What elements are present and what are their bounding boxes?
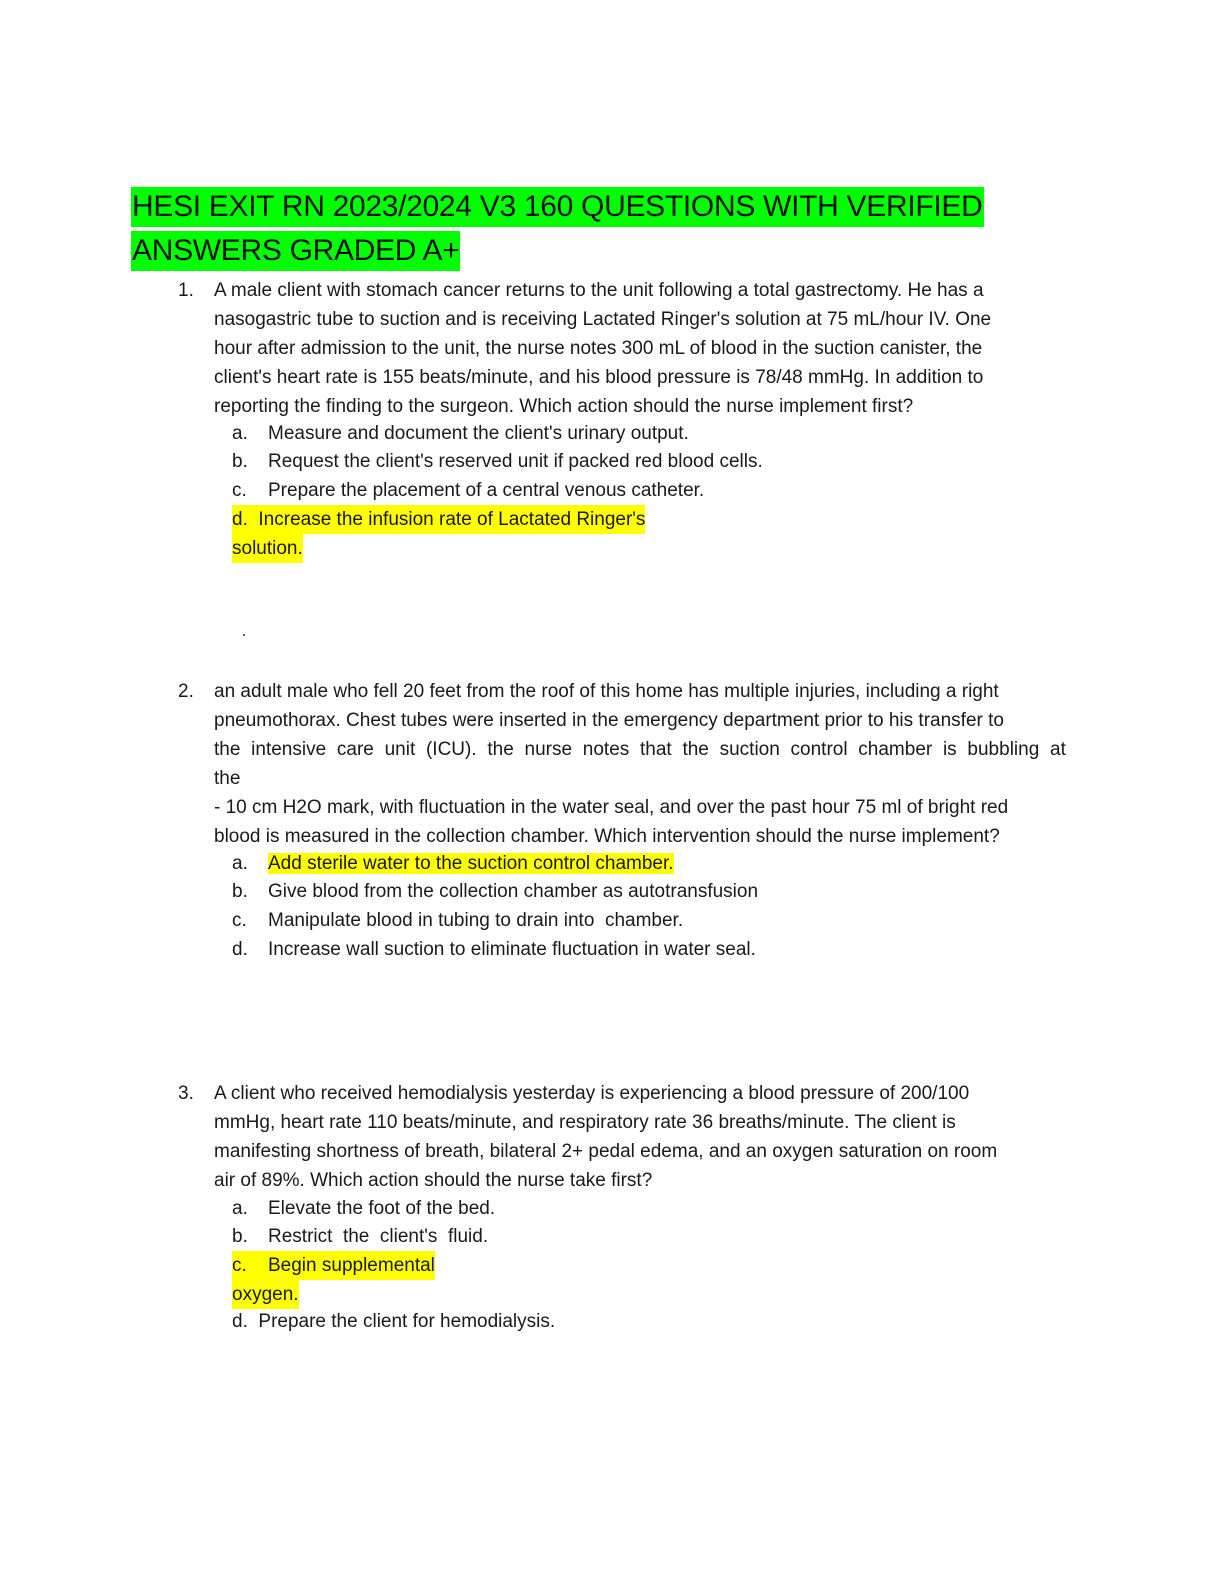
stem-word: chamber <box>858 739 933 760</box>
option-letter: b. <box>232 1226 248 1247</box>
option-text: Give blood from the collection chamber as autotransfusion <box>268 881 759 902</box>
question-stem-line: an adult male who fell 20 feet from the roof of this home has multiple injuries, including a right <box>214 681 999 702</box>
answer-letter: c. <box>232 1255 247 1276</box>
answer-line: solution. <box>232 534 303 563</box>
question-1-stem <box>214 276 1074 421</box>
stem-word: care <box>336 739 374 760</box>
option-letter: c. <box>232 910 247 931</box>
stem-word: the <box>682 739 709 760</box>
option-text: Prepare the placement of a central venous catheter. <box>268 480 705 501</box>
option-text-correct: Add sterile water to the suction control chamber. <box>268 853 674 874</box>
answer-text: Begin supplemental <box>268 1255 435 1276</box>
stem-word: that <box>640 739 672 760</box>
stray-dot <box>243 634 245 636</box>
question-1-correct-answer <box>232 505 645 563</box>
answer-line <box>232 1251 435 1280</box>
question-2-option-c <box>232 906 683 935</box>
stem-word: is <box>942 739 957 760</box>
question-stem-line: air of 89%. Which action should the nurse take first? <box>214 1170 653 1191</box>
option-text: Request the client's reserved unit if packed red blood cells. <box>268 451 763 472</box>
option-text: Measure and document the client's urinary output. <box>268 423 689 444</box>
document-title-line-2: ANSWERS GRADED A+ <box>131 231 460 271</box>
option-text: Increase wall suction to eliminate fluctuation in water seal. <box>268 939 756 960</box>
option-letter: d. <box>232 939 248 960</box>
question-3-option-a <box>232 1194 495 1223</box>
question-stem-line: A male client with stomach cancer returns to the unit following a total gastrectomy. He has a <box>214 280 984 301</box>
question-1-option-a <box>232 419 689 448</box>
question-3-stem <box>214 1079 1074 1195</box>
option-text: Elevate the foot of the bed. <box>268 1198 496 1219</box>
option-letter: b. <box>232 451 248 472</box>
stem-word: notes <box>582 739 630 760</box>
question-2-option-a <box>232 849 674 878</box>
question-3-number: 3. <box>178 1083 194 1104</box>
stem-word: (ICU). <box>425 739 477 760</box>
question-stem-line: nasogastric tube to suction and is receiving Lactated Ringer's solution at 75 mL/hour IV. One <box>214 309 992 330</box>
answer-line: oxygen. <box>232 1280 299 1309</box>
question-1-option-c <box>232 476 704 505</box>
option-letter: b. <box>232 881 248 902</box>
option-letter: a. <box>232 1198 248 1219</box>
option-letter: a. <box>232 853 248 874</box>
stem-word: the <box>487 739 514 760</box>
question-stem-line: reporting the finding to the surgeon. Which action should the nurse implement first? <box>214 396 914 417</box>
question-2-stem <box>214 677 1066 851</box>
stem-word: suction <box>719 739 780 760</box>
question-2-number: 2. <box>178 681 194 702</box>
stem-word: bubbling <box>967 739 1040 760</box>
question-3-option-b <box>232 1222 488 1251</box>
question-stem-line: client's heart rate is 155 beats/minute, and his blood pressure is 78/48 mmHg. In addition to <box>214 367 984 388</box>
question-stem-line: A client who received hemodialysis yesterday is experiencing a blood pressure of 200/100 <box>214 1083 970 1104</box>
option-letter: a. <box>232 423 248 444</box>
option-text: Manipulate blood in tubing to drain into chamber. <box>268 910 684 931</box>
stem-word: unit <box>384 739 416 760</box>
question-2-option-d <box>232 935 756 964</box>
stem-word: at <box>1050 739 1066 760</box>
question-stem-line: pneumothorax. Chest tubes were inserted in the emergency department prior to his transfer to <box>214 710 1004 731</box>
stem-word: the <box>214 739 241 760</box>
question-1-option-b <box>232 447 763 476</box>
stem-word: control <box>790 739 848 760</box>
document-title-line-1: HESI EXIT RN 2023/2024 V3 160 QUESTIONS WITH VERIFIED <box>131 187 984 227</box>
question-3-correct-answer <box>232 1251 435 1309</box>
question-stem-line: the <box>214 768 241 789</box>
question-stem-line: - 10 cm H2O mark, with fluctuation in the water seal, and over the past hour 75 ml of bright red <box>214 797 1009 818</box>
stem-word: intensive <box>251 739 327 760</box>
option-letter: c. <box>232 480 247 501</box>
question-3-option-d: d. Prepare the client for hemodialysis. <box>232 1311 556 1332</box>
answer-line: d. Increase the infusion rate of Lactated Ringer's <box>232 505 645 534</box>
question-stem-line: blood is measured in the collection chamber. Which intervention should the nurse implement? <box>214 826 1000 847</box>
question-stem-line-justified <box>214 735 1066 764</box>
question-2-option-b <box>232 877 758 906</box>
stem-word: nurse <box>524 739 573 760</box>
question-stem-line: manifesting shortness of breath, bilateral 2+ pedal edema, and an oxygen saturation on room <box>214 1141 998 1162</box>
question-stem-line: hour after admission to the unit, the nurse notes 300 mL of blood in the suction canister, the <box>214 338 983 359</box>
question-stem-line: mmHg, heart rate 110 beats/minute, and respiratory rate 36 breaths/minute. The client is <box>214 1112 956 1133</box>
question-1-number: 1. <box>178 280 194 301</box>
option-text: Restrict the client's fluid. <box>268 1226 489 1247</box>
